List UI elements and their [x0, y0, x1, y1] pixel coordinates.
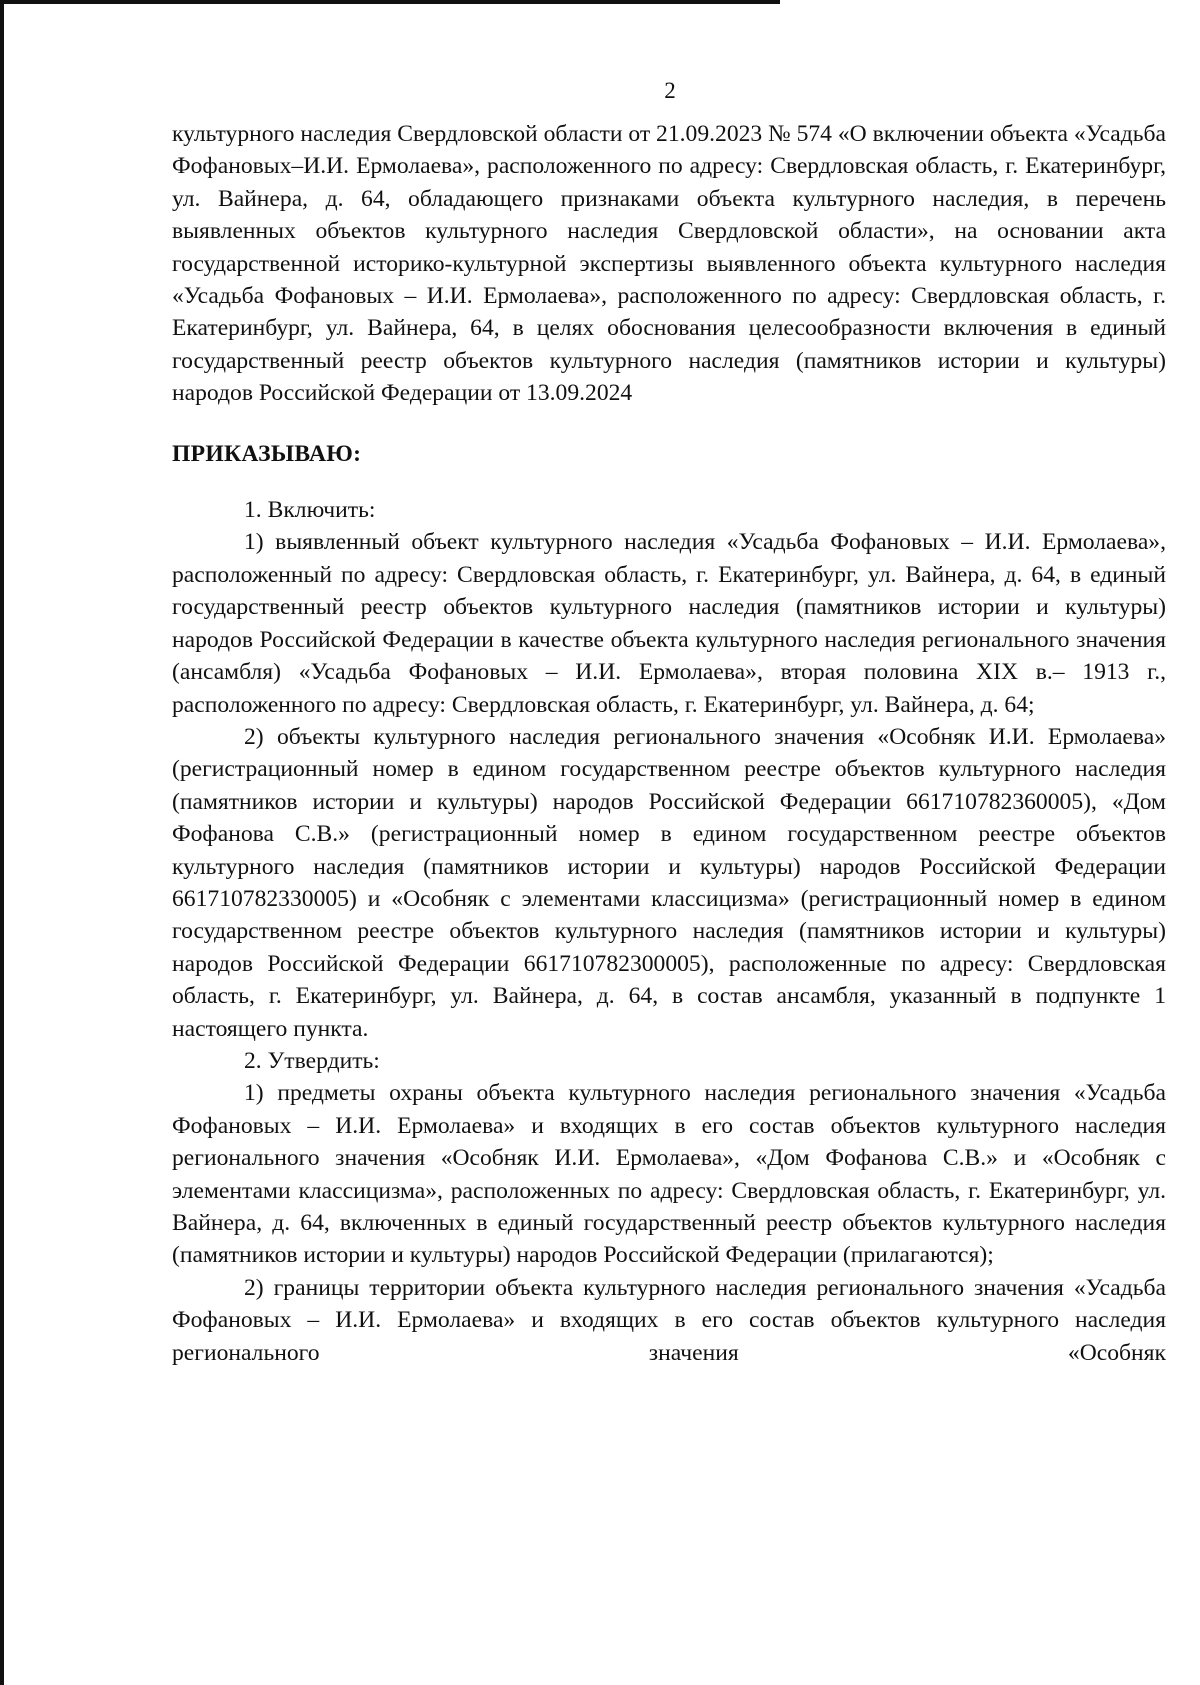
clause-2-subitem-1: 1) предметы охраны объекта культурного наследия регионального значения «Усадьба Фофановых – И.И. Ермолаева» и входящих в его состав объектов культурного наследия регионального значения «Особняк И.И. Ермолаева», «Дом Фофанова С.В.» и «Особняк с элементами классицизма», расположенных по адресу: Свердловская область, г. Екатеринбург, ул. Вайнера, д. 64, включенных в единый государственный реестр объектов культурного наследия (памятников истории и культуры) народов Российской Федерации (прилагаются); [172, 1080, 1166, 1269]
scan-border-left [0, 0, 4, 1685]
clause-2: 2. Утвердить: [244, 1047, 380, 1074]
clause-1-subitem-1: 1) выявленный объект культурного наследия «Усадьба Фофановых – И.И. Ермолаева», расположенный по адресу: Свердловская область, г. Екатеринбург, ул. Вайнера, д. 64, в единый государственный реестр объектов культурного наследия (памятников истории и культуры) народов Российской Федерации в качестве объекта культурного наследия регионального значения (ансамбля) «Усадьба Фофановых – И.И. Ермолаева», вторая половина XIX в.– 1913 г., расположенного по адресу: Свердловская область, г. Екатеринбург, ул. Вайнера, д. 64; [172, 529, 1166, 718]
scan-border-top [0, 0, 780, 4]
document-body [172, 118, 1166, 1369]
intro-paragraph: культурного наследия Свердловской области от 21.09.2023 № 574 «О включении объекта «Усадьба Фофановых–И.И. Ермолаева», расположенного по адресу: Свердловская область, г. Екатеринбург, ул. Вайнера, д. 64, обладающего признаками объекта культурного наследия, в перечень выявленных объектов культурного наследия Свердловской области», на основании акта государственной историко-культурной экспертизы выявленного объекта культурного наследия «Усадьба Фофановых – И.И. Ермолаева», расположенного по адресу: Свердловская область, г. Екатеринбург, ул. Вайнера, 64, в целях обоснования целесообразности включения в единый государственный реестр объектов культурного наследия (памятников истории и культуры) народов Российской Федерации от 13.09.2024 [172, 121, 1166, 407]
clause-1-subitem-2: 2) объекты культурного наследия регионального значения «Особняк И.И. Ермолаева» (регистрационный номер в едином государственном реестре объектов культурного наследия (памятников истории и культуры) народов Российской Федерации 661710782360005), «Дом Фофанова С.В.» (регистрационный номер в едином государственном реестре объектов культурного наследия (памятников истории и культуры) народов Российской Федерации 661710782330005) и «Особняк с элементами классицизма» (регистрационный номер в едином государственном реестре объектов культурного наследия (памятников истории и культуры) народов Российской Федерации 661710782300005), расположенные по адресу: Свердловская область, г. Екатеринбург, ул. Вайнера, д. 64, в состав ансамбля, указанный в подпункте 1 настоящего пункта. [172, 723, 1166, 1042]
clause-1: 1. Включить: [244, 497, 376, 524]
clause-2-subitem-2: 2) границы территории объекта культурного наследия регионального значения «Усадьба Фофановых – И.И. Ермолаева» и входящих в его состав объектов культурного наследия регионального значения «Особняк [172, 1274, 1166, 1366]
order-heading: ПРИКАЗЫВАЮ: [172, 440, 362, 467]
page-number: 2 [664, 78, 676, 103]
